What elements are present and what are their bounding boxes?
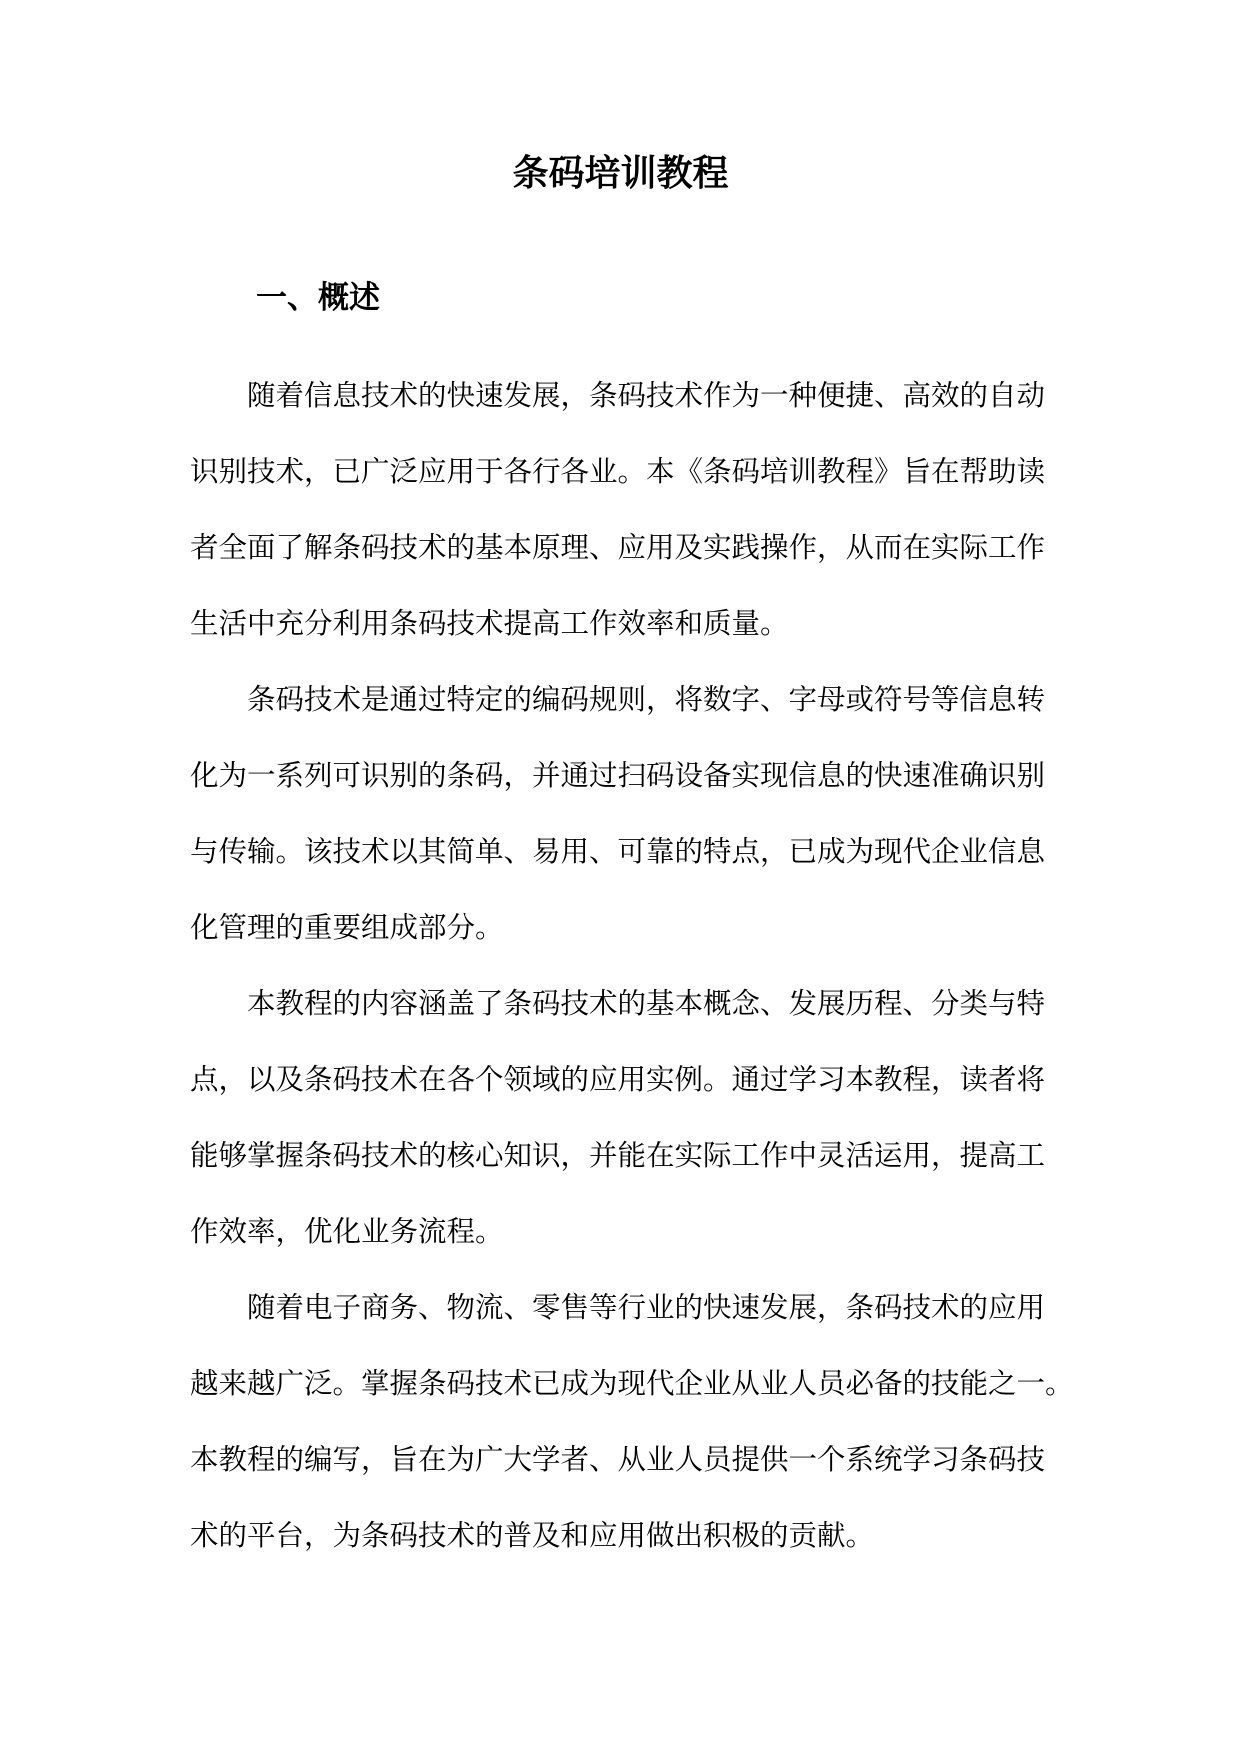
paragraph-line: 化为一系列可识别的条码，并通过扫码设备实现信息的快速准确识别	[190, 759, 1046, 792]
paragraph-line: 本教程的内容涵盖了条码技术的基本概念、发展历程、分类与特	[247, 987, 1046, 1020]
paragraph-line: 条码技术是通过特定的编码规则，将数字、字母或符号等信息转	[247, 683, 1046, 716]
paragraph-line: 识别技术，已广泛应用于各行各业。本《条码培训教程》旨在帮助读	[190, 455, 1046, 488]
section-body	[190, 358, 1074, 1574]
section-heading-overview: 一、概述	[256, 280, 380, 316]
paragraph-2	[190, 662, 1060, 966]
paragraph-line: 越来越广泛。掌握条码技术已成为现代企业从业人员必备的技能之一。	[190, 1367, 1074, 1400]
paragraph-line: 作效率，优化业务流程。	[190, 1215, 504, 1248]
paragraph-line: 生活中充分利用条码技术提高工作效率和质量。	[190, 607, 789, 640]
paragraph-line: 化管理的重要组成部分。	[190, 911, 504, 944]
paragraph-line: 术的平台，为条码技术的普及和应用做出积极的贡献。	[190, 1519, 875, 1552]
paragraph-line: 随着信息技术的快速发展，条码技术作为一种便捷、高效的自动	[247, 379, 1046, 412]
paragraph-line: 本教程的编写，旨在为广大学者、从业人员提供一个系统学习条码技	[190, 1443, 1046, 1476]
paragraph-line: 者全面了解条码技术的基本原理、应用及实践操作，从而在实际工作	[190, 531, 1046, 564]
paragraph-line: 点，以及条码技术在各个领域的应用实例。通过学习本教程，读者将	[190, 1063, 1046, 1096]
document-title: 条码培训教程	[512, 152, 729, 194]
paragraph-line: 能够掌握条码技术的核心知识，并能在实际工作中灵活运用，提高工	[190, 1139, 1046, 1172]
paragraph-3	[190, 966, 1060, 1270]
paragraph-line: 随着电子商务、物流、零售等行业的快速发展，条码技术的应用	[247, 1291, 1046, 1324]
paragraph-line: 与传输。该技术以其简单、易用、可靠的特点，已成为现代企业信息	[190, 835, 1046, 868]
paragraph-4	[190, 1270, 1074, 1574]
paragraph-1	[190, 358, 1060, 662]
